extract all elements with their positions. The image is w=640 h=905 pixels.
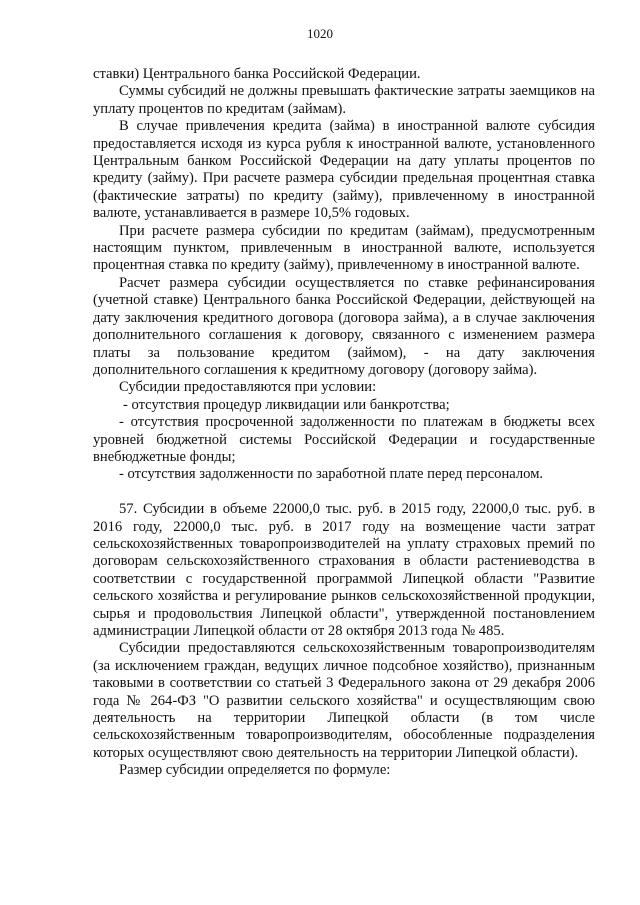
condition-item: - отсутствия процедур ликвидации или банкротства; xyxy=(123,396,450,413)
paragraph-subsidy-limit: Суммы субсидий не должны превышать фактические затраты заемщиков на уплату процентов по кредитам (займам). xyxy=(93,83,595,117)
document-body xyxy=(93,66,595,780)
paragraph-continuation: ставки) Центрального банка Российской Федерации. xyxy=(93,66,421,82)
paragraph-foreign-currency: В случае привлечения кредита (займа) в иностранной валюте субсидия предоставляется исходя из курса рубля к иностранной валюте, установленного Центральным банком Российской Федерации на дату уплаты процентов по кредиту (займу). При расчете размера субсидии предельная процентная ставка (фактические затраты) по кредиту (займу), привлеченному в иностранной валюте, устанавливается в размере 10,5% годовых. xyxy=(93,118,595,222)
paragraph-item-57: 57. Субсидии в объеме 22000,0 тыс. руб. в 2015 году, 22000,0 тыс. руб. в 2016 году, 22000,0 тыс. руб. в 2017 году на возмещение части затрат сельскохозяйственных товаропроизводителей на уплату страховых премий по договорам сельскохозяйственного страхования в области растениеводства в соответствии с государственной программой Липецкой области "Развитие сельского хозяйства и регулирование рынков сельскохозяйственной продукции, сырья и продовольствия Липецкой области", утвержденной постановлением администрации Липецкой области от 28 октября 2013 года № 485. xyxy=(93,501,595,639)
paragraph-foreign-rate: При расчете размера субсидии по кредитам (займам), предусмотренным настоящим пунктом, привлеченным в иностранной валюте, используется процентная ставка по кредиту (займу), привлеченному в иностранной валюте. xyxy=(93,222,595,274)
condition-item: - отсутствия просроченной задолженности по платежам в бюджеты всех уровней бюджетной системы Российской Федерации и государственные внебюджетные фонды; xyxy=(93,414,595,465)
paragraph-conditions-intro: Субсидии предоставляются при условии: xyxy=(119,379,377,396)
page-number: 1020 xyxy=(307,26,333,41)
paragraph-recipients: Субсидии предоставляются сельскохозяйственным товаропроизводителям (за исключением граждан, ведущих личное подсобное хозяйство), признанным таковыми в соответствии со статьей 3 Федерального закона от 29 декабря 2006 года № 264-ФЗ "О развитии сельского хозяйства" и осуществляющим свою деятельность на территории Липецкой области (в том числе сельскохозяйственным товаропроизводителям, обособленные подразделения которых осуществляют свою деятельность на территории Липецкой области). xyxy=(93,640,595,761)
condition-item: - отсутствия задолженности по заработной плате перед персоналом. xyxy=(119,466,544,483)
paragraph-refinancing-rate: Расчет размера субсидии осуществляется по ставке рефинансирования (учетной ставке) Центрального банка Российской Федерации, действующей на дату заключения кредитного договора (договора займа), а в случае заключения дополнительного соглашения к договору, связанного с изменением размера платы за пользование кредитом (займом), - на дату заключения дополнительного соглашения к кредитному договору (договору займа). xyxy=(93,274,595,378)
paragraph-formula-intro: Размер субсидии определяется по формуле: xyxy=(119,762,391,779)
